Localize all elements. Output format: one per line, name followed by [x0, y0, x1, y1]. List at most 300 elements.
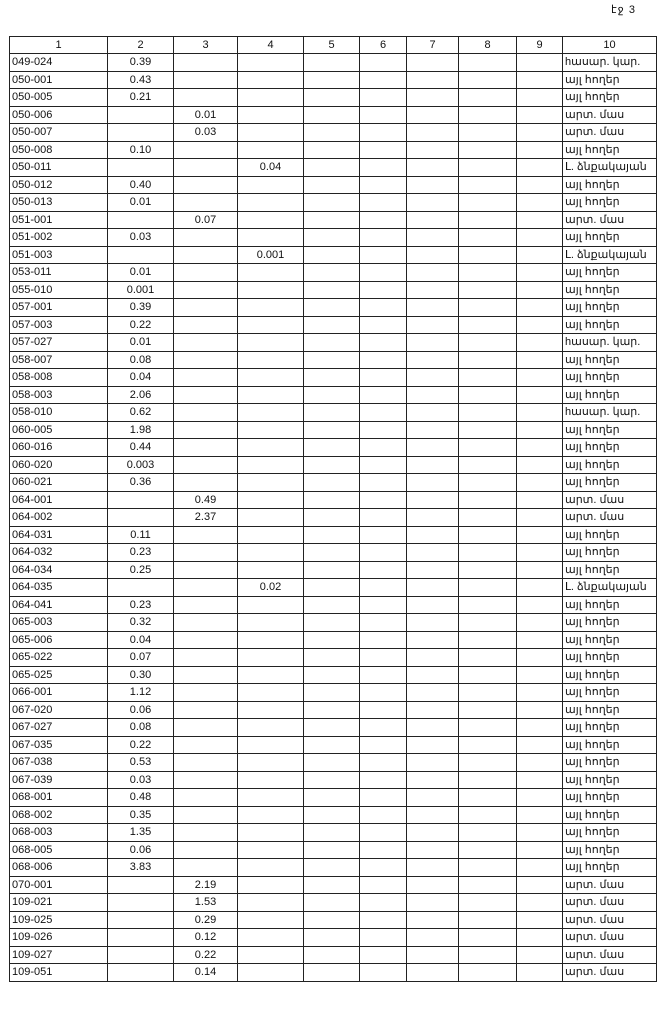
col-8-cell [459, 456, 517, 474]
table-row [10, 159, 657, 177]
table-row [10, 561, 657, 579]
col-9-cell [517, 106, 563, 124]
col-4-value-cell [238, 509, 304, 527]
land-type-cell: այլ հողեր [563, 456, 657, 474]
col-2-value-cell: 1.35 [108, 824, 174, 842]
col-6-cell [360, 544, 407, 562]
col-2-value-cell [108, 946, 174, 964]
col-8-cell [459, 491, 517, 509]
col-4-value-cell [238, 806, 304, 824]
land-type-cell: այլ հողեր [563, 264, 657, 282]
col-2-value-cell: 0.39 [108, 299, 174, 317]
land-type-cell: այլ հողեր [563, 421, 657, 439]
col-7-cell [407, 824, 459, 842]
col-4-value-cell [238, 229, 304, 247]
col-4-value-cell [238, 404, 304, 422]
land-type-cell: այլ հողեր [563, 369, 657, 387]
col-8-cell [459, 946, 517, 964]
col-9-cell [517, 264, 563, 282]
col-8-cell [459, 421, 517, 439]
land-type-cell: այլ հողեր [563, 351, 657, 369]
col-4-value-cell [238, 334, 304, 352]
col-4-value-cell [238, 89, 304, 107]
col-6-cell [360, 789, 407, 807]
table-row [10, 631, 657, 649]
col-3-value-cell [174, 666, 238, 684]
col-3-value-cell: 0.49 [174, 491, 238, 509]
col-5-cell [304, 526, 360, 544]
col-2-value-cell [108, 491, 174, 509]
land-type-cell: այլ հողեր [563, 771, 657, 789]
land-type-cell: hասար. կար. [563, 404, 657, 422]
table-row [10, 806, 657, 824]
col-5-cell [304, 894, 360, 912]
parcel-code-cell: 067-038 [10, 754, 108, 772]
land-type-cell: արտ. մաս [563, 124, 657, 142]
col-9-cell [517, 351, 563, 369]
col-4-value-cell [238, 754, 304, 772]
parcel-code-cell: 058-008 [10, 369, 108, 387]
col-6-cell [360, 859, 407, 877]
col-6-cell [360, 351, 407, 369]
col-4-value-cell [238, 211, 304, 229]
parcel-code-cell: 065-006 [10, 631, 108, 649]
col-2-value-cell: 0.06 [108, 701, 174, 719]
col-8-cell [459, 789, 517, 807]
col-7-cell [407, 264, 459, 282]
col-2-value-cell [108, 509, 174, 527]
col-9-cell [517, 526, 563, 544]
col-4-value-cell [238, 194, 304, 212]
col-7-cell [407, 841, 459, 859]
table-row [10, 246, 657, 264]
col-6-cell [360, 474, 407, 492]
col-5-cell [304, 806, 360, 824]
parcel-code-cell: 067-027 [10, 719, 108, 737]
land-type-cell: այլ հողեր [563, 141, 657, 159]
col-4-value-cell [238, 701, 304, 719]
col-5-cell [304, 299, 360, 317]
table-row [10, 369, 657, 387]
col-4-value-cell [238, 946, 304, 964]
col-9-cell [517, 141, 563, 159]
column-header: 3 [174, 37, 238, 54]
col-8-cell [459, 106, 517, 124]
parcel-code-cell: 057-001 [10, 299, 108, 317]
col-5-cell [304, 614, 360, 632]
col-4-value-cell [238, 176, 304, 194]
col-9-cell [517, 929, 563, 947]
col-3-value-cell [174, 859, 238, 877]
col-5-cell [304, 701, 360, 719]
col-2-value-cell: 0.01 [108, 334, 174, 352]
col-3-value-cell [174, 176, 238, 194]
table-row [10, 841, 657, 859]
col-5-cell [304, 964, 360, 982]
col-9-cell [517, 299, 563, 317]
parcel-code-cell: 064-002 [10, 509, 108, 527]
col-5-cell [304, 736, 360, 754]
col-3-value-cell [174, 544, 238, 562]
col-9-cell [517, 789, 563, 807]
col-2-value-cell: 0.62 [108, 404, 174, 422]
table-row [10, 666, 657, 684]
col-2-value-cell: 0.03 [108, 229, 174, 247]
table-row [10, 911, 657, 929]
col-5-cell [304, 631, 360, 649]
col-2-value-cell: 0.43 [108, 71, 174, 89]
parcel-code-cell: 109-025 [10, 911, 108, 929]
land-type-cell: այլ հողեր [563, 736, 657, 754]
col-2-value-cell: 0.06 [108, 841, 174, 859]
col-3-value-cell [174, 456, 238, 474]
col-7-cell [407, 754, 459, 772]
col-9-cell [517, 946, 563, 964]
col-6-cell [360, 439, 407, 457]
table-row [10, 771, 657, 789]
col-5-cell [304, 509, 360, 527]
col-8-cell [459, 439, 517, 457]
col-4-value-cell [238, 386, 304, 404]
land-parcel-table [9, 36, 657, 982]
col-6-cell [360, 369, 407, 387]
col-7-cell [407, 929, 459, 947]
col-3-value-cell [174, 439, 238, 457]
parcel-code-cell: 049-024 [10, 54, 108, 72]
col-7-cell [407, 544, 459, 562]
col-5-cell [304, 474, 360, 492]
land-type-cell: այլ հողեր [563, 666, 657, 684]
col-4-value-cell [238, 439, 304, 457]
col-5-cell [304, 124, 360, 142]
col-4-value-cell [238, 106, 304, 124]
col-6-cell [360, 456, 407, 474]
col-8-cell [459, 964, 517, 982]
col-2-value-cell [108, 579, 174, 597]
land-type-cell: Լ. ձնքակայան [563, 246, 657, 264]
col-3-value-cell [174, 316, 238, 334]
col-8-cell [459, 176, 517, 194]
col-5-cell [304, 561, 360, 579]
land-type-cell: արտ. մաս [563, 876, 657, 894]
col-4-value-cell [238, 929, 304, 947]
col-7-cell [407, 299, 459, 317]
col-3-value-cell [174, 281, 238, 299]
col-8-cell [459, 229, 517, 247]
parcel-code-cell: 051-002 [10, 229, 108, 247]
col-7-cell [407, 631, 459, 649]
table-row [10, 194, 657, 212]
land-type-cell: այլ հողեր [563, 754, 657, 772]
col-8-cell [459, 719, 517, 737]
col-6-cell [360, 264, 407, 282]
col-3-value-cell [174, 421, 238, 439]
col-6-cell [360, 404, 407, 422]
col-9-cell [517, 281, 563, 299]
col-5-cell [304, 369, 360, 387]
land-type-cell: այլ հողեր [563, 561, 657, 579]
col-2-value-cell [108, 159, 174, 177]
col-5-cell [304, 89, 360, 107]
col-3-value-cell: 0.12 [174, 929, 238, 947]
col-6-cell [360, 964, 407, 982]
land-type-cell: այլ հողեր [563, 824, 657, 842]
table-row [10, 579, 657, 597]
col-8-cell [459, 71, 517, 89]
col-9-cell [517, 876, 563, 894]
land-type-cell: այլ հողեր [563, 596, 657, 614]
parcel-code-cell: 051-003 [10, 246, 108, 264]
col-4-value-cell [238, 824, 304, 842]
col-7-cell [407, 456, 459, 474]
col-3-value-cell: 0.01 [174, 106, 238, 124]
col-6-cell [360, 631, 407, 649]
table-row [10, 229, 657, 247]
table-row [10, 946, 657, 964]
parcel-code-cell: 050-008 [10, 141, 108, 159]
col-7-cell [407, 71, 459, 89]
parcel-code-cell: 051-001 [10, 211, 108, 229]
col-5-cell [304, 876, 360, 894]
col-5-cell [304, 404, 360, 422]
col-2-value-cell: 0.08 [108, 351, 174, 369]
table-row [10, 264, 657, 282]
col-3-value-cell [174, 141, 238, 159]
land-type-cell: այլ հողեր [563, 631, 657, 649]
land-type-cell: արտ. մաս [563, 964, 657, 982]
col-9-cell [517, 159, 563, 177]
col-5-cell [304, 229, 360, 247]
parcel-code-cell: 065-022 [10, 649, 108, 667]
col-6-cell [360, 106, 407, 124]
col-9-cell [517, 579, 563, 597]
col-3-value-cell: 0.14 [174, 964, 238, 982]
col-2-value-cell: 0.40 [108, 176, 174, 194]
col-7-cell [407, 911, 459, 929]
col-9-cell [517, 211, 563, 229]
parcel-code-cell: 067-039 [10, 771, 108, 789]
col-7-cell [407, 894, 459, 912]
col-3-value-cell [174, 351, 238, 369]
col-4-value-cell: 0.04 [238, 159, 304, 177]
col-2-value-cell [108, 124, 174, 142]
col-8-cell [459, 299, 517, 317]
page-number: էջ 3 [611, 4, 636, 16]
col-6-cell [360, 211, 407, 229]
col-4-value-cell [238, 544, 304, 562]
col-6-cell [360, 71, 407, 89]
table-row [10, 929, 657, 947]
parcel-code-cell: 067-020 [10, 701, 108, 719]
land-type-cell: այլ հողեր [563, 299, 657, 317]
col-9-cell [517, 666, 563, 684]
col-8-cell [459, 474, 517, 492]
col-2-value-cell [108, 211, 174, 229]
col-7-cell [407, 54, 459, 72]
table-row [10, 141, 657, 159]
col-9-cell [517, 894, 563, 912]
col-9-cell [517, 754, 563, 772]
column-header: 9 [517, 37, 563, 54]
col-3-value-cell [174, 71, 238, 89]
col-6-cell [360, 54, 407, 72]
col-6-cell [360, 824, 407, 842]
column-header: 2 [108, 37, 174, 54]
col-3-value-cell [174, 614, 238, 632]
col-5-cell [304, 246, 360, 264]
col-8-cell [459, 351, 517, 369]
col-7-cell [407, 736, 459, 754]
col-4-value-cell [238, 316, 304, 334]
table-row [10, 824, 657, 842]
column-header: 1 [10, 37, 108, 54]
col-2-value-cell: 0.23 [108, 544, 174, 562]
col-2-value-cell [108, 876, 174, 894]
col-2-value-cell: 2.06 [108, 386, 174, 404]
land-type-cell: արտ. մաս [563, 211, 657, 229]
table-row [10, 649, 657, 667]
col-6-cell [360, 176, 407, 194]
column-header: 4 [238, 37, 304, 54]
col-5-cell [304, 666, 360, 684]
parcel-code-cell: 068-002 [10, 806, 108, 824]
col-4-value-cell [238, 614, 304, 632]
parcel-code-cell: 066-001 [10, 684, 108, 702]
col-9-cell [517, 246, 563, 264]
col-3-value-cell [174, 334, 238, 352]
column-header: 5 [304, 37, 360, 54]
col-4-value-cell [238, 264, 304, 282]
col-8-cell [459, 666, 517, 684]
table-row [10, 894, 657, 912]
col-7-cell [407, 439, 459, 457]
col-8-cell [459, 544, 517, 562]
col-9-cell [517, 509, 563, 527]
col-5-cell [304, 456, 360, 474]
col-3-value-cell [174, 806, 238, 824]
land-type-cell: այլ հողեր [563, 229, 657, 247]
col-9-cell [517, 474, 563, 492]
col-7-cell [407, 316, 459, 334]
table-row [10, 684, 657, 702]
col-9-cell [517, 89, 563, 107]
land-type-cell: արտ. մաս [563, 491, 657, 509]
col-5-cell [304, 351, 360, 369]
col-4-value-cell [238, 71, 304, 89]
col-5-cell [304, 334, 360, 352]
land-type-cell: այլ հողեր [563, 316, 657, 334]
col-2-value-cell: 0.30 [108, 666, 174, 684]
col-7-cell [407, 386, 459, 404]
col-6-cell [360, 894, 407, 912]
col-6-cell [360, 299, 407, 317]
col-8-cell [459, 369, 517, 387]
col-8-cell [459, 334, 517, 352]
col-4-value-cell [238, 351, 304, 369]
col-6-cell [360, 614, 407, 632]
col-2-value-cell: 0.53 [108, 754, 174, 772]
col-8-cell [459, 911, 517, 929]
col-6-cell [360, 124, 407, 142]
table-row [10, 386, 657, 404]
parcel-code-cell: 060-021 [10, 474, 108, 492]
col-7-cell [407, 211, 459, 229]
col-9-cell [517, 229, 563, 247]
col-5-cell [304, 71, 360, 89]
parcel-code-cell: 058-003 [10, 386, 108, 404]
col-9-cell [517, 316, 563, 334]
table-row [10, 404, 657, 422]
land-type-cell: արտ. մաս [563, 946, 657, 964]
col-5-cell [304, 579, 360, 597]
col-6-cell [360, 159, 407, 177]
col-8-cell [459, 631, 517, 649]
col-3-value-cell [174, 754, 238, 772]
col-7-cell [407, 666, 459, 684]
col-8-cell [459, 701, 517, 719]
land-type-cell: այլ հողեր [563, 806, 657, 824]
col-5-cell [304, 439, 360, 457]
col-4-value-cell [238, 421, 304, 439]
col-5-cell [304, 911, 360, 929]
col-8-cell [459, 859, 517, 877]
col-6-cell [360, 526, 407, 544]
col-2-value-cell [108, 929, 174, 947]
col-3-value-cell [174, 684, 238, 702]
col-7-cell [407, 491, 459, 509]
col-6-cell [360, 771, 407, 789]
col-8-cell [459, 404, 517, 422]
col-4-value-cell [238, 141, 304, 159]
col-4-value-cell [238, 299, 304, 317]
col-5-cell [304, 719, 360, 737]
col-3-value-cell [174, 736, 238, 754]
land-type-cell: այլ հողեր [563, 281, 657, 299]
parcel-code-cell: 064-035 [10, 579, 108, 597]
col-7-cell [407, 474, 459, 492]
col-9-cell [517, 614, 563, 632]
col-3-value-cell: 1.53 [174, 894, 238, 912]
col-2-value-cell: 0.11 [108, 526, 174, 544]
col-2-value-cell: 0.44 [108, 439, 174, 457]
col-3-value-cell: 0.07 [174, 211, 238, 229]
land-type-cell: այլ հողեր [563, 614, 657, 632]
col-2-value-cell: 0.25 [108, 561, 174, 579]
col-8-cell [459, 159, 517, 177]
col-6-cell [360, 701, 407, 719]
col-5-cell [304, 771, 360, 789]
col-5-cell [304, 211, 360, 229]
parcel-code-cell: 065-025 [10, 666, 108, 684]
land-type-cell: այլ հողեր [563, 71, 657, 89]
col-8-cell [459, 841, 517, 859]
col-5-cell [304, 649, 360, 667]
parcel-code-cell: 050-001 [10, 71, 108, 89]
land-type-cell: այլ հողեր [563, 89, 657, 107]
parcel-code-cell: 109-021 [10, 894, 108, 912]
col-9-cell [517, 491, 563, 509]
table-row [10, 71, 657, 89]
col-3-value-cell: 0.29 [174, 911, 238, 929]
col-9-cell [517, 71, 563, 89]
column-header: 8 [459, 37, 517, 54]
col-7-cell [407, 246, 459, 264]
land-type-cell: այլ հողեր [563, 859, 657, 877]
col-6-cell [360, 841, 407, 859]
col-7-cell [407, 701, 459, 719]
col-7-cell [407, 176, 459, 194]
column-header: 6 [360, 37, 407, 54]
